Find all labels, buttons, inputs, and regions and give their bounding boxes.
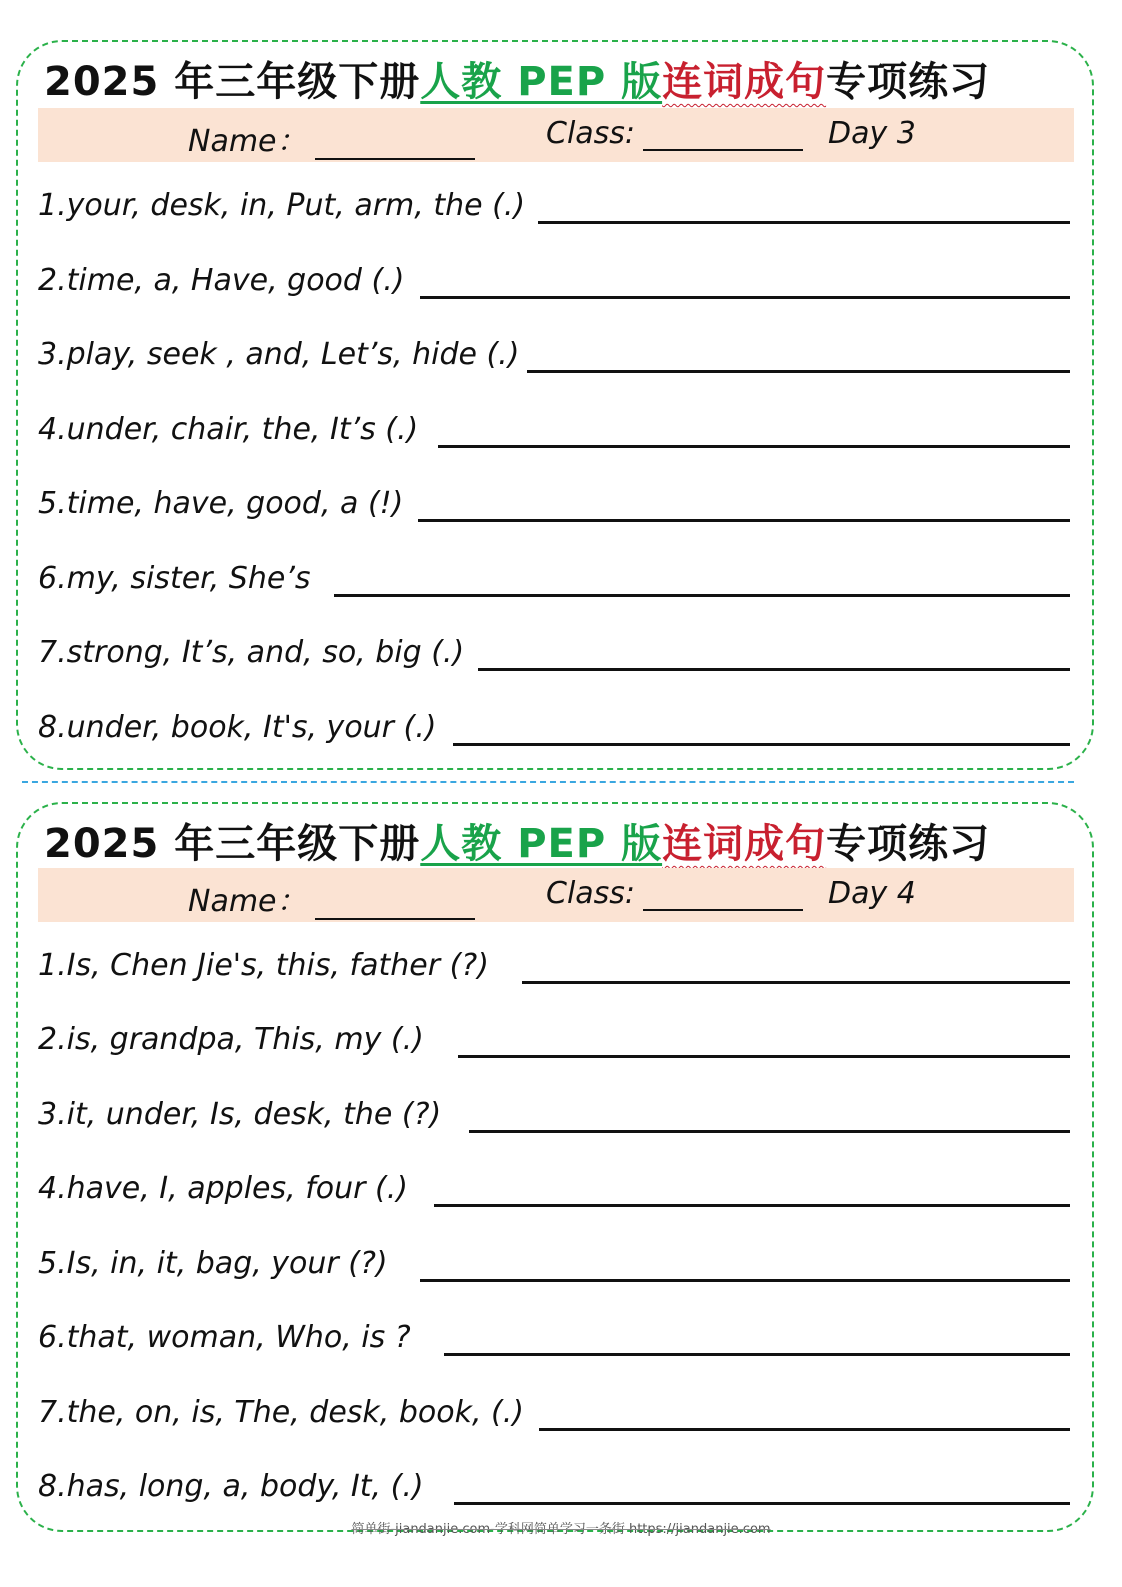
answer-line[interactable] — [469, 1130, 1070, 1133]
question-text: 3.play, seek , and, Let’s, hide (.) — [38, 337, 520, 372]
name-label: Name： — [188, 876, 475, 920]
question-text: 5.time, have, good, a (!) — [38, 486, 404, 521]
question-text: 8.under, book, It's, your (.) — [38, 710, 437, 745]
name-blank[interactable] — [315, 128, 475, 160]
question-text: 4.under, chair, the, It’s (.) — [38, 412, 419, 447]
class-label: Class: — [546, 116, 803, 151]
question-text: 6.that, woman, Who, is ? — [38, 1320, 411, 1355]
answer-line[interactable] — [453, 743, 1070, 746]
cut-line — [22, 781, 1074, 783]
answer-line[interactable] — [538, 221, 1070, 224]
answer-line[interactable] — [444, 1353, 1070, 1356]
question-row — [38, 1167, 1070, 1211]
answer-line[interactable] — [454, 1502, 1070, 1505]
class-blank[interactable] — [643, 879, 803, 911]
question-text: 5.Is, in, it, bag, your (?) — [38, 1246, 388, 1281]
question-row — [38, 1465, 1070, 1509]
question-row — [38, 631, 1070, 675]
question-row — [38, 557, 1070, 601]
answer-line[interactable] — [458, 1055, 1070, 1058]
worksheet-day4 — [16, 802, 1094, 1532]
class-blank[interactable] — [643, 119, 803, 151]
question-text: 3.it, under, Is, desk, the (?) — [38, 1097, 442, 1132]
answer-line[interactable] — [527, 370, 1070, 373]
question-row — [38, 1093, 1070, 1137]
question-text: 1.your, desk, in, Put, arm, the (.) — [38, 188, 526, 223]
question-text: 7.strong, It’s, and, so, big (.) — [38, 635, 465, 670]
question-row — [38, 706, 1070, 750]
answer-line[interactable] — [334, 594, 1070, 597]
question-text: 8.has, long, a, body, It, (.) — [38, 1469, 424, 1504]
info-bar — [38, 868, 1074, 922]
question-row — [38, 1316, 1070, 1360]
question-row — [38, 408, 1070, 452]
answer-line[interactable] — [418, 519, 1070, 522]
question-text: 6.my, sister, She’s — [38, 561, 311, 596]
answer-line[interactable] — [438, 445, 1070, 448]
answer-line[interactable] — [420, 296, 1070, 299]
question-row — [38, 1242, 1070, 1286]
footer-watermark: 简单街-jiandanjie.com-学科网简单学习一条街 https://jiandanjie.com — [351, 1522, 771, 1537]
question-text: 2.time, a, Have, good (.) — [38, 263, 405, 298]
question-row — [38, 184, 1070, 228]
answer-line[interactable] — [522, 981, 1070, 984]
day-label: Day 4 — [828, 876, 916, 911]
day-label: Day 3 — [828, 116, 916, 151]
worksheet-title: 2025 年三年级下册人教 PEP 版连词成句专项练习 — [44, 821, 991, 867]
question-row — [38, 1018, 1070, 1062]
answer-line[interactable] — [420, 1279, 1070, 1282]
question-row — [38, 1391, 1070, 1435]
question-text: 2.is, grandpa, This, my (.) — [38, 1022, 424, 1057]
question-row — [38, 259, 1070, 303]
question-row — [38, 333, 1070, 377]
question-text: 1.Is, Chen Jie's, this, father (?) — [38, 948, 489, 983]
answer-line[interactable] — [434, 1204, 1070, 1207]
worksheet-title: 2025 年三年级下册人教 PEP 版连词成句专项练习 — [44, 59, 991, 105]
question-text: 7.the, on, is, The, desk, book, (.) — [38, 1395, 524, 1430]
worksheet-day3 — [16, 40, 1094, 770]
name-label: Name： — [188, 116, 475, 160]
question-text: 4.have, I, apples, four (.) — [38, 1171, 408, 1206]
question-row — [38, 482, 1070, 526]
answer-line[interactable] — [539, 1428, 1070, 1431]
info-bar — [38, 108, 1074, 162]
question-row — [38, 944, 1070, 988]
answer-line[interactable] — [478, 668, 1070, 671]
class-label: Class: — [546, 876, 803, 911]
name-blank[interactable] — [315, 888, 475, 920]
